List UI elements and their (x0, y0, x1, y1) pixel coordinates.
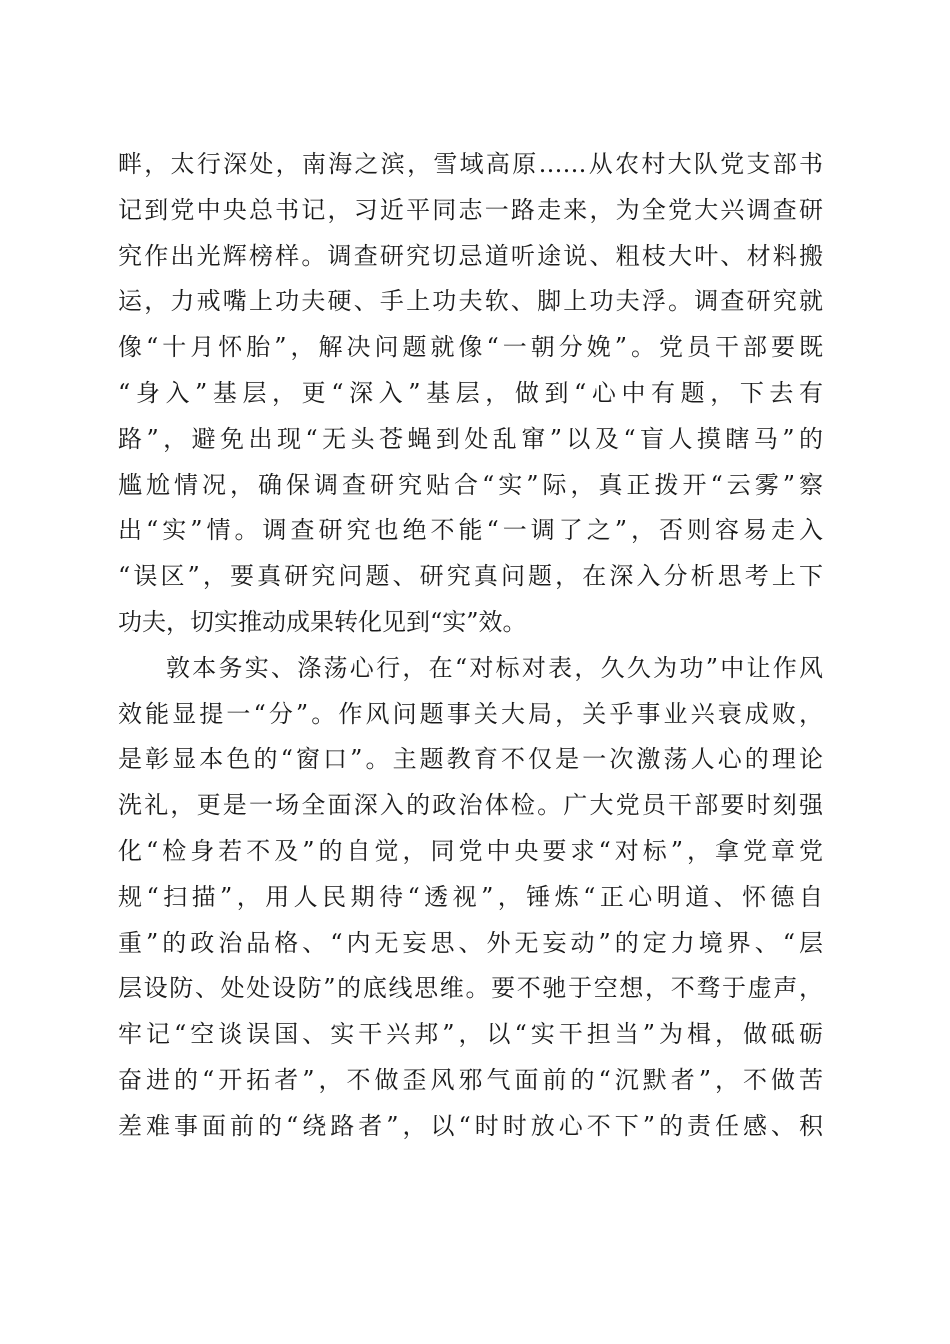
text-line: 层设防、处处设防”的底线思维。要不驰于空想，不骛于虚声， (118, 974, 823, 1003)
text-line: 像“十月怀胎”，解决问题就像“一朝分娩”。党员干部要既 (118, 333, 823, 362)
paragraph-2 (118, 646, 838, 1150)
body-text (118, 142, 838, 1150)
text-line: 洗礼，更是一场全面深入的政治体检。广大党员干部要时刻强 (118, 791, 823, 820)
text-line: 究作出光辉榜样。调查研究切忌道听途说、粗枝大叶、材料搬 (118, 241, 823, 270)
text-line: 牢记“空谈误国、实干兴邦”，以“实干担当”为楫，做砥砺 (118, 1020, 823, 1049)
text-line: 奋进的“开拓者”，不做歪风邪气面前的“沉默者”，不做苦 (118, 1065, 823, 1094)
text-line: “身入”基层，更“深入”基层，做到“心中有题，下去有 (118, 378, 823, 407)
text-line: 畔，太行深处，南海之滨，雪域高原……从农村大队党支部书 (118, 150, 823, 178)
text-line: 差难事面前的“绕路者”，以“时时放心不下”的责任感、积 (118, 1111, 823, 1140)
text-line: 尴尬情况，确保调查研究贴合“实”际，真正拨开“云雾”察 (118, 470, 823, 499)
text-line: 重”的政治品格、“内无妄思、外无妄动”的定力境界、“层 (118, 928, 823, 957)
text-line: 效能显提一“分”。作风问题事关大局，关乎事业兴衰成败， (118, 699, 823, 728)
text-line: 功夫，切实推动成果转化见到“实”效。 (118, 607, 527, 636)
paragraph-1 (118, 142, 838, 646)
text-line: 规“扫描”，用人民期待“透视”，锤炼“正心明道、怀德自 (118, 882, 823, 911)
text-line: 是彰显本色的“窗口”。主题教育不仅是一次激荡人心的理论 (118, 745, 823, 774)
text-line: 记到党中央总书记，习近平同志一路走来，为全党大兴调查研 (118, 195, 823, 224)
text-line: 路”，避免出现“无头苍蝇到处乱窜”以及“盲人摸瞎马”的 (118, 424, 823, 453)
text-line: 出“实”情。调查研究也绝不能“一调了之”，否则容易走入 (118, 516, 823, 545)
text-line: “误区”，要真研究问题、研究真问题，在深入分析思考上下 (118, 562, 823, 591)
text-line: 敦本务实、涤荡心行，在“对标对表，久久为功”中让作风 (166, 653, 823, 682)
text-line: 运，力戒嘴上功夫硬、手上功夫软、脚上功夫浮。调查研究就 (118, 287, 823, 316)
text-line: 化“检身若不及”的自觉，同党中央要求“对标”，拿党章党 (118, 836, 823, 865)
